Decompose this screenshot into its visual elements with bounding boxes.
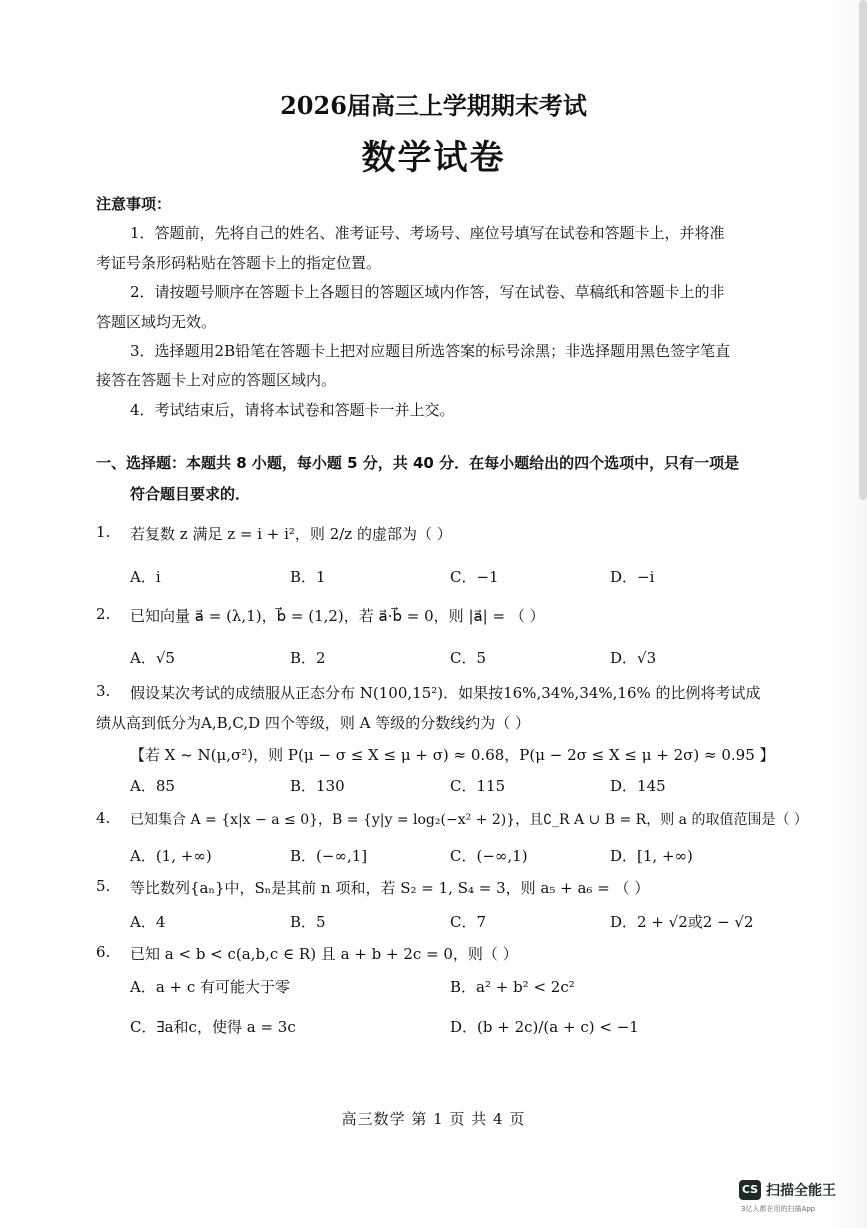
- question-stem: 假设某次考试的成绩服从正态分布 N(100,15²)．如果按16%,34%,34%,16% 的比例将考试成: [130, 684, 761, 702]
- exam-title: 2026届高三上学期期末考试: [280, 91, 587, 120]
- question-stem: 已知集合 A = {x|x − a ≤ 0}，B = {y|y = log₂(−x² + 2)}，且∁_R A ∪ B = R，则 a 的取值范围是（ ）: [130, 812, 808, 828]
- option-d[interactable]: D．√3: [610, 649, 657, 667]
- note-line: 答题区域均无效。: [96, 313, 217, 331]
- option-a[interactable]: A．√5: [130, 649, 175, 667]
- scanner-watermark: [739, 1178, 849, 1218]
- question-stem: 已知向量 a⃗ = (λ,1)，b⃗ = (1,2)，若 a⃗·b⃗ = 0，则 |a⃗| = （ ）: [130, 607, 545, 625]
- note-line: 接答在答题卡上对应的答题区域内。: [96, 371, 337, 389]
- option-c[interactable]: C．∃a和c，使得 a = 3c: [130, 1018, 296, 1036]
- question-number: 4.: [96, 809, 111, 827]
- note-line: 4．考试结束后，请将本试卷和答题卡一并上交。: [130, 401, 455, 419]
- option-a[interactable]: A．85: [130, 777, 175, 795]
- option-d[interactable]: D．(b + 2c)/(a + c) < −1: [450, 1018, 639, 1036]
- option-b[interactable]: B．a² + b² < 2c²: [450, 978, 575, 996]
- page-footer: 高三数学 第 1 页 共 4 页: [341, 1110, 526, 1128]
- option-c[interactable]: C．(−∞,1): [450, 847, 528, 865]
- question-number: 5.: [96, 877, 111, 895]
- option-b[interactable]: B．5: [290, 913, 326, 931]
- note-line: 考证号条形码粘贴在答题卡上的指定位置。: [96, 254, 382, 272]
- option-c[interactable]: C．115: [450, 777, 506, 795]
- option-d[interactable]: D．−i: [610, 568, 655, 586]
- scrollbar-thumb[interactable]: [859, 0, 867, 500]
- option-b[interactable]: B．1: [290, 568, 326, 586]
- question-stem: 若复数 z 满足 z = i + i²，则 2/z 的虚部为（ ）: [130, 525, 452, 543]
- option-a[interactable]: A．a + c 有可能大于零: [130, 978, 291, 996]
- question-number: 6.: [96, 943, 111, 961]
- watermark-tagline: 3亿人都在用的扫描App: [741, 1205, 816, 1213]
- option-c[interactable]: C．5: [450, 649, 487, 667]
- scrollbar-track[interactable]: [833, 0, 867, 1228]
- option-c[interactable]: C．−1: [450, 568, 499, 586]
- watermark-name: 扫描全能王: [766, 1183, 836, 1199]
- option-a[interactable]: A．(1, +∞): [130, 847, 212, 865]
- option-d[interactable]: D．[1, +∞): [610, 847, 693, 865]
- section-heading: 一、选择题：本题共 8 小题，每小题 5 分，共 40 分．在每小题给出的四个选项中，只有一项是: [96, 454, 740, 472]
- question-hint: 【若 X ~ N(μ,σ²)，则 P(μ − σ ≤ X ≤ μ + σ) ≈ 0.68，P(μ − 2σ ≤ X ≤ μ + 2σ) ≈ 0.95 】: [130, 746, 775, 764]
- camscanner-logo-icon: CS: [739, 1180, 761, 1200]
- section-heading-cont: 符合题目要求的．: [130, 485, 251, 503]
- question-number: 2.: [96, 605, 111, 623]
- option-b[interactable]: B．(−∞,1]: [290, 847, 368, 865]
- option-b[interactable]: B．2: [290, 649, 326, 667]
- option-a[interactable]: A．4: [130, 913, 166, 931]
- note-line: 2．请按题号顺序在答题卡上各题目的答题区域内作答，写在试卷、草稿纸和答题卡上的非: [130, 283, 725, 301]
- option-a[interactable]: A．i: [130, 568, 161, 586]
- question-number: 3.: [96, 682, 111, 700]
- question-stem: 已知 a < b < c(a,b,c ∈ R) 且 a + b + 2c = 0，则（ ）: [130, 945, 518, 963]
- option-c[interactable]: C．7: [450, 913, 487, 931]
- question-stem-cont: 绩从高到低分为A,B,C,D 四个等级，则 A 等级的分数线约为（ ）: [96, 714, 531, 732]
- notes-heading: 注意事项：: [96, 195, 172, 213]
- note-line: 1．答题前，先将自己的姓名、准考证号、考场号、座位号填写在试卷和答题卡上，并将准: [130, 224, 725, 242]
- option-b[interactable]: B．130: [290, 777, 345, 795]
- option-d[interactable]: D．2 + √2或2 − √2: [610, 913, 754, 931]
- question-number: 1.: [96, 523, 111, 541]
- subject-title: 数学试卷: [361, 138, 506, 178]
- option-d[interactable]: D．145: [610, 777, 666, 795]
- note-line: 3．选择题用2B铅笔在答题卡上把对应题目所选答案的标号涂黑；非选择题用黑色签字笔直: [130, 342, 731, 360]
- question-stem: 等比数列{aₙ}中，Sₙ是其前 n 项和，若 S₂ = 1, S₄ = 3，则 a₅ + a₆ = （ ）: [130, 879, 650, 897]
